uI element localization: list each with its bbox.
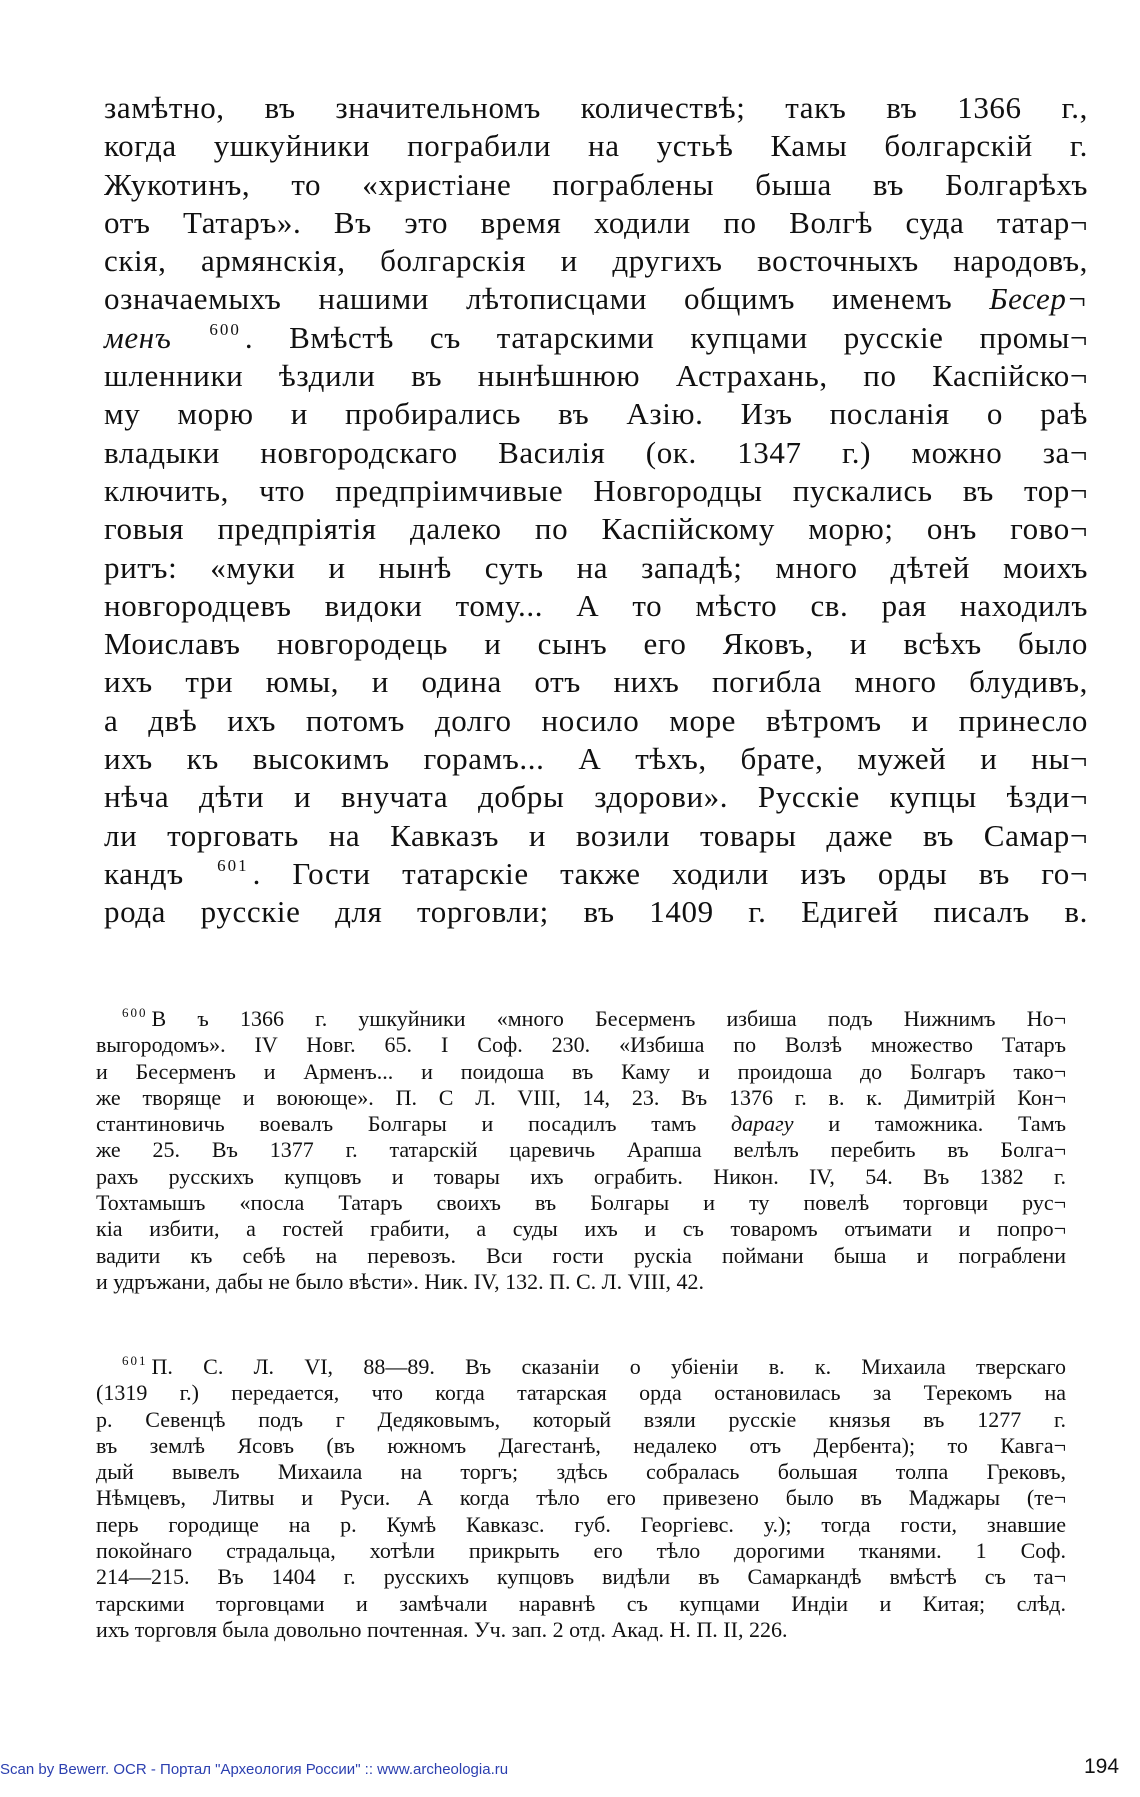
main-text-line: Жукотинъ, то «христіане пограблены быша въ Болгарѣхъ xyxy=(104,166,1088,202)
scan-credit: Scan by Bewerr. OCR - Портал "Археология России" :: www.archeologia.ru xyxy=(0,1761,509,1778)
line-text: . Вмѣстѣ съ татарскими купцами русскіе промы¬ xyxy=(244,319,1088,355)
line-text: кандъ xyxy=(104,855,184,891)
footnote-line: Тохтамышъ «посла Татаръ своихъ въ Болгары и ту повелѣ торговци рус¬ xyxy=(96,1190,1066,1216)
main-text-line: рода русскіе для торговли; въ 1409 г. Едигей писалъ в. xyxy=(104,894,1088,930)
main-text-line: ихъ къ высокимъ горамъ... А тѣхъ, брате, мужей и ны¬ xyxy=(104,741,1088,777)
main-text-line xyxy=(104,319,1088,357)
main-text-line xyxy=(104,855,1088,893)
main-text-line: шленники ѣздили въ нынѣшнюю Астрахань, по Каспійско¬ xyxy=(104,358,1088,394)
footnote-line: перь городище на р. Кумѣ Кавказс. губ. Георгіевс. у.); тогда гости, знавшие xyxy=(96,1511,1066,1537)
main-text-line: скія, армянскія, болгарскія и другихъ восточныхъ народовъ, xyxy=(104,243,1088,279)
page-number: 194 xyxy=(1084,1755,1120,1778)
footnote-number: 600 xyxy=(122,1005,148,1020)
footnote-ref-601[interactable]: 601 xyxy=(217,855,249,875)
footnote-line: и Бесерменъ и Арменъ... и поидоша въ Каму и проидоша до Болгаръ тако¬ xyxy=(96,1058,1066,1084)
footnote-line: р. Севенцѣ подъ г Дедяковымъ, который взяли русскіе князья въ 1277 г. xyxy=(96,1406,1066,1432)
italic-word: Бесер¬ xyxy=(989,281,1088,317)
main-text-line: ихъ три юмы, и одина отъ нихъ погибла много блудивъ, xyxy=(104,664,1088,700)
footnote-line: рахъ русскихъ купцовъ и товары ихъ ограбить. Никон. IV, 54. Въ 1382 г. xyxy=(96,1163,1066,1189)
footnote-line: выгородомъ». IV Новг. 65. I Соф. 230. «Избиша по Волзѣ множество Татаръ xyxy=(96,1032,1066,1058)
footnote-line: кіа избити, а гостей грабити, а суды ихъ и съ товаромъ отъимати и попро¬ xyxy=(96,1216,1066,1242)
footnote-600 xyxy=(96,1006,1066,1295)
main-text-line: когда ушкуйники пограбили на устьѣ Камы болгарскій г. xyxy=(104,128,1088,164)
main-text-line: ключить, что предпріимчивые Новгородцы пускались въ тор¬ xyxy=(104,472,1088,508)
footnote-line: тарскими торговцами и замѣчали наравнѣ съ купцами Индіи и Китая; слѣд. xyxy=(96,1590,1066,1616)
main-text-line: замѣтно, въ значительномъ количествѣ; такъ въ 1366 г., xyxy=(104,90,1088,125)
footnote-number: 601 xyxy=(122,1353,148,1368)
footnote-text: П. С. Л. VI, 88—89. Въ сказаніи о убіеніи в. к. Михаила тверскаго xyxy=(151,1354,1066,1379)
footnote-line: Нѣмцевъ, Литвы и Руси. А когда тѣло его привезено было въ Маджары (те¬ xyxy=(96,1485,1066,1511)
main-text-line: ли торговать на Кавказъ и возили товары даже въ Самар¬ xyxy=(104,817,1088,853)
main-text-line: а двѣ ихъ потомъ долго носило море вѣтромъ и принесло xyxy=(104,702,1088,738)
footnote-line xyxy=(96,1006,1066,1032)
italic-word: менъ xyxy=(104,319,172,355)
main-text-line: ритъ: «муки и нынѣ суть на западѣ; много дѣтей моихъ xyxy=(104,549,1088,585)
main-text-block xyxy=(104,89,1088,932)
footnote-line: покойнаго страдальца, хотѣли прикрыть его тѣло дорогими тканями. 1 Соф. xyxy=(96,1538,1066,1564)
footnote-line: 214—215. Въ 1404 г. русскихъ купцовъ видѣли въ Самаркандѣ вмѣстѣ съ та¬ xyxy=(96,1564,1066,1590)
footnote-line: и удръжани, дабы не было вѣсти». Ник. IV, 132. П. С. Л. VIII, 42. xyxy=(96,1268,704,1294)
line-text: означаемыхъ нашими лѣтописцами общимъ именемъ xyxy=(104,281,990,317)
footnote-line xyxy=(96,1111,1066,1137)
main-text-line: владыки новгородскаго Василія (ок. 1347 г.) можно за¬ xyxy=(104,434,1088,470)
footnote-text: стантиновичь воевалъ Болгары и посадилъ тамъ xyxy=(96,1111,732,1137)
footnote-line: въ землѣ Ясовъ (въ южномъ Дагестанѣ, недалеко отъ Дербента); то Кавга¬ xyxy=(96,1432,1066,1458)
line-text: . Гости татарскіе также ходили изъ орды въ го¬ xyxy=(252,855,1088,891)
main-text-line xyxy=(104,280,1088,318)
footnote-line: же 25. Въ 1377 г. татарскій царевичь Арапша велѣлъ перебить въ Болга¬ xyxy=(96,1137,1066,1163)
footnote-ref-600[interactable]: 600 xyxy=(209,319,241,339)
italic-word: дарагу xyxy=(731,1111,794,1137)
footnote-line: ихъ торговля была довольно почтенная. Уч. зап. 2 отд. Акад. Н. П. II, 226. xyxy=(96,1616,788,1642)
footnote-text: В ъ 1366 г. ушкуйники «много Бесерменъ избиша подъ Нижнимъ Но¬ xyxy=(151,1006,1066,1031)
footnote-line: же творяще и воююще». П. С Л. VIII, 14, 23. Въ 1376 г. в. к. Димитрій Кон¬ xyxy=(96,1084,1066,1110)
main-text-line: отъ Татаръ». Въ это время ходили по Волгѣ суда татар¬ xyxy=(104,204,1088,240)
footnote-text: и таможника. Тамъ xyxy=(793,1111,1066,1137)
footnote-601 xyxy=(96,1354,1066,1643)
footnote-line xyxy=(96,1354,1066,1380)
footnote-line: вадити къ себѣ на перевозъ. Вси гости рускіа поймани быша и пограблени xyxy=(96,1242,1066,1268)
main-text-line: нѣча дѣти и внучата добры здорови». Русскіе купцы ѣзди¬ xyxy=(104,779,1088,815)
main-text-line: Моиславъ новгородець и сынъ его Яковъ, и всѣхъ было xyxy=(104,626,1088,662)
main-text-line: говыя предпріятія далеко по Каспійскому морю; онъ гово¬ xyxy=(104,511,1088,547)
footnote-line: дый вывелъ Михаила на торгъ; здѣсь собралась большая толпа Грековъ, xyxy=(96,1459,1066,1485)
footnote-line: (1319 г.) передается, что когда татарская орда остановилась за Терекомъ на xyxy=(96,1380,1066,1406)
main-text-line: му морю и пробирались въ Азію. Изъ посланія о раѣ xyxy=(104,396,1088,432)
main-text-line: новгородцевъ видоки тому... А то мѣсто св. рая находилъ xyxy=(104,587,1088,623)
